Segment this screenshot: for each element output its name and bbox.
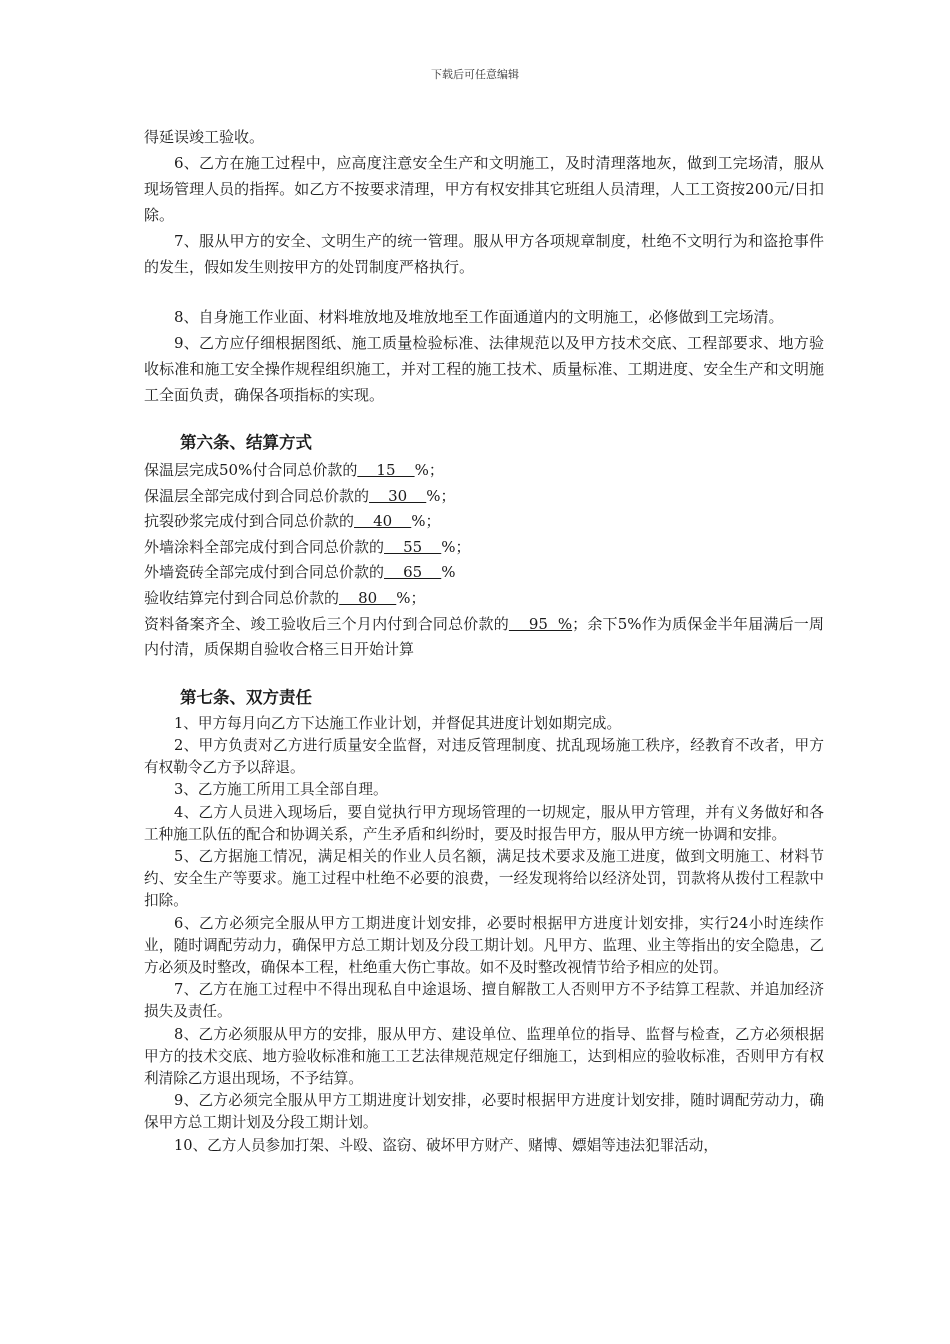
- responsibility-list: [144, 713, 824, 1157]
- document-body: [144, 124, 824, 1157]
- section-7-title: 第七条、双方责任: [180, 687, 312, 707]
- section-6-title: 第六条、结算方式: [180, 433, 312, 452]
- payment-item: 验收结算完付到合同总价款的 80 %；: [144, 588, 426, 607]
- clause-7: 7、服从甲方的安全、文明生产的统一管理。服从甲方各项规章制度，杜绝不文明行为和盗抢事件的发生，假如发生则按甲方的处罚制度严格执行。: [144, 232, 824, 276]
- payment-item: 外墙瓷砖全部完成付到合同总价款的 65 %: [144, 563, 456, 582]
- list-item: 10、乙方人员参加打架、斗殴、盗窃、破坏甲方财产、赌博、嫖娼等违法犯罪活动，: [174, 1136, 718, 1154]
- clause-8: 8、自身施工作业面、材料堆放地及堆放地至工作面通道内的文明施工，必修做到工完场清。: [174, 308, 784, 326]
- list-item: 7、乙方在施工过程中不得出现私自中途退场、擅自解散工人否则甲方不予结算工程款、并追加经济损失及责任。: [144, 981, 824, 1021]
- page-header: 下载后可任意编辑: [431, 68, 519, 81]
- payment-item: 资料备案齐全、竣工验收后三个月内付到合同总价款的 95 %；余下5%作为质保金半年届满后一周内付清，质保期自验收合格三日开始计算: [144, 614, 824, 659]
- clause-6: 6、乙方在施工过程中，应高度注意安全生产和文明施工，及时清理落地灰，做到工完场清，服从现场管理人员的指挥。如乙方不按要求清理，甲方有权安排其它班组人员清理，人工工资按200元/日扣除。: [144, 154, 824, 224]
- clause-continuation: 得延误竣工验收。: [144, 128, 265, 146]
- list-item: 6、乙方必须完全服从甲方工期进度计划安排，必要时根据甲方进度计划安排，实行24小时连续作业，随时调配劳动力，确保甲方总工期计划及分段工期计划。凡甲方、监理、业主等指出的安全隐患，乙方必须及时整改，确保本工程，杜绝重大伤亡事故。如不及时整改视情节给予相应的处罚。: [144, 914, 824, 976]
- list-item: 1、甲方每月向乙方下达施工作业计划，并督促其进度计划如期完成。: [174, 714, 622, 732]
- payment-list: [144, 458, 824, 663]
- list-item: 8、乙方必须服从甲方的安排，服从甲方、建设单位、监理单位的指导、监督与检查，乙方必须根据甲方的技术交底、地方验收标准和施工工艺法律规范规定仔细施工，达到相应的验收标准，否则甲方有权利清除乙方退出现场，不予结算。: [144, 1025, 824, 1087]
- payment-item: 抗裂砂浆完成付到合同总价款的 40 %；: [144, 512, 441, 531]
- list-item: 9、乙方必须完全服从甲方工期进度计划安排，必要时根据甲方进度计划安排，随时调配劳动力，确保甲方总工期计划及分段工期计划。: [144, 1092, 824, 1132]
- payment-item: 外墙涂料全部完成付到合同总价款的 55 %；: [144, 537, 471, 556]
- payment-item: 保温层全部完成付到合同总价款的 30 %；: [144, 486, 456, 505]
- list-item: 5、乙方据施工情况，满足相关的作业人员名额，满足技术要求及施工进度，做到文明施工、材料节约、安全生产等要求。施工过程中杜绝不必要的浪费，一经发现将给以经济处罚，罚款将从拨付工程款中扣除。: [144, 847, 824, 910]
- list-item: 3、乙方施工所用工具全部自理。: [174, 781, 388, 799]
- list-item: 2、甲方负责对乙方进行质量安全监督，对违反管理制度、扰乱现场施工秩序，经教育不改者，甲方有权勒令乙方予以辞退。: [144, 736, 824, 777]
- clause-9: 9、乙方应仔细根据图纸、施工质量检验标准、法律规范以及甲方技术交底、工程部要求、地方验收标准和施工安全操作规程组织施工，并对工程的施工技术、质量标准、工期进度、安全生产和文明施工全面负责，确保各项指标的实现。: [144, 334, 824, 404]
- payment-item: 保温层完成50%付合同总价款的 15 %；: [144, 461, 444, 479]
- list-item: 4、乙方人员进入现场后，要自觉执行甲方现场管理的一切规定，服从甲方管理，并有义务做好和各工种施工队伍的配合和协调关系，产生矛盾和纠纷时，要及时报告甲方，服从甲方统一协调和安排。: [144, 803, 824, 843]
